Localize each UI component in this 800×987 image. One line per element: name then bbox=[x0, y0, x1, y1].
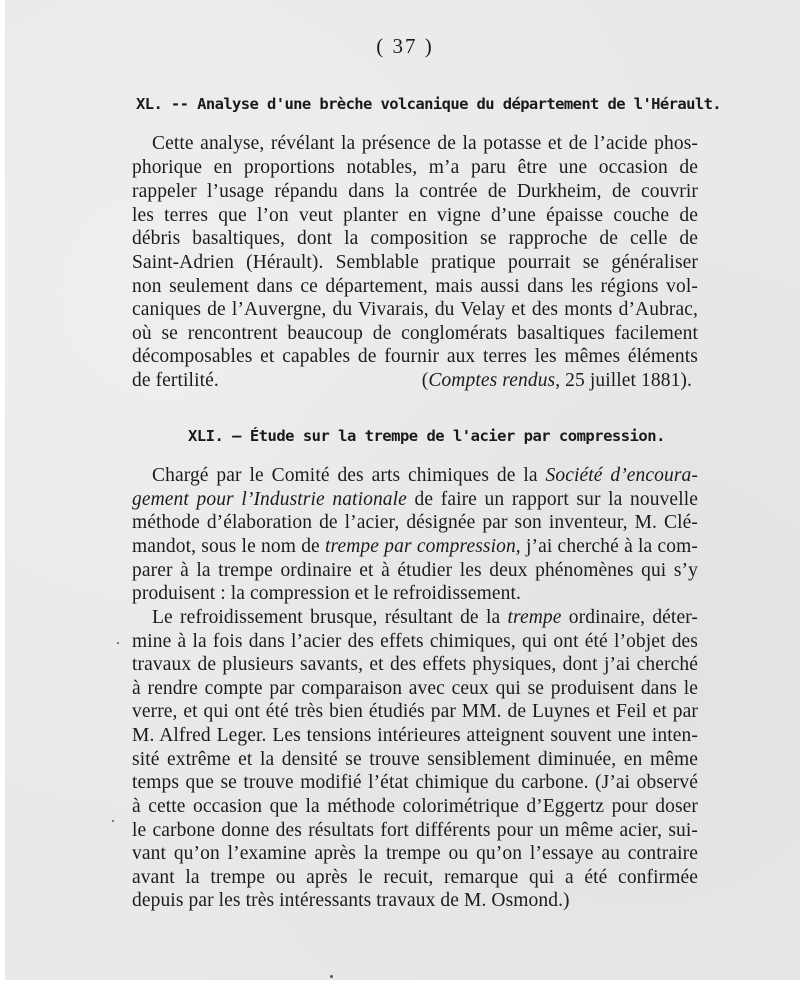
text-line: méthode d’élaboration de l’acier, désignée par son inventeur, M. Clé- bbox=[132, 512, 698, 533]
text-line: verre, et qui ont été très bien étudiés par MM. de Luynes et Feil et par bbox=[132, 701, 698, 722]
text-line: décomposables et capables de fournir aux terres les mêmes éléments bbox=[132, 346, 698, 367]
text-line: à cette occasion que la méthode colorimétrique d’Eggertz pour doser bbox=[132, 796, 698, 817]
text-line-end: de fertilité. bbox=[132, 370, 219, 391]
text-line: débris basaltiques, dont la composition se rapproche de celle de bbox=[132, 228, 698, 249]
text-line: où se rencontrent beaucoup de conglomérats basaltiques facilement bbox=[132, 323, 698, 344]
text-line: mine à la fois dans l’acier des effets chimiques, qui ont été l’objet des bbox=[132, 631, 698, 652]
scan-speck bbox=[117, 642, 119, 644]
scan-speck bbox=[112, 820, 114, 822]
text-run: mandot, sous le nom de bbox=[132, 536, 326, 557]
text-line: produisent : la compression et le refroidissement. bbox=[132, 583, 521, 604]
text-line: non seulement dans ce département, mais aussi dans les régions vol- bbox=[132, 276, 698, 297]
text-line: travaux de plusieurs savants, et des effets physiques, dont j’ai cherché bbox=[132, 654, 698, 675]
text-line bbox=[152, 607, 698, 629]
italic-run: Société d’encoura- bbox=[545, 465, 698, 486]
italic-run: trempe bbox=[507, 607, 562, 628]
text-line: avant la trempe ou après le recuit, remarque qui a été confirmée bbox=[132, 867, 698, 888]
text-run: ordinaire, déter- bbox=[561, 607, 698, 628]
text-run: Chargé par le Comité des arts chimiques de la bbox=[152, 465, 546, 486]
scanned-page bbox=[5, 0, 800, 980]
text-run: de faire un rapport sur la nouvelle bbox=[406, 489, 698, 510]
text-line bbox=[132, 489, 698, 511]
text-line: temps que se trouve modifié l’état chimique du carbone. (J’ai observé bbox=[132, 772, 698, 793]
text-line: les terres que l’on veut planter en vigne d’une épaisse couche de bbox=[132, 205, 698, 226]
text-line: Saint-Adrien (Hérault). Semblable pratique pourrait se généraliser bbox=[132, 252, 698, 273]
text-line: Cette analyse, révélant la présence de la potasse et de l’acide phos- bbox=[152, 133, 698, 154]
text-line-with-citation bbox=[132, 370, 698, 392]
text-run: j’ai cherché à la com- bbox=[520, 536, 698, 557]
text-line: sité extrême et la densité se trouve sensiblement diminuée, en même bbox=[132, 749, 698, 770]
text-line: parer à la trempe ordinaire et à étudier les deux phénomènes qui s’y bbox=[132, 560, 698, 581]
text-line: M. Alfred Leger. Les tensions intérieures atteignent souvent une inten- bbox=[132, 725, 698, 746]
citation bbox=[422, 370, 692, 392]
citation-title: Comptes rendus bbox=[428, 370, 556, 391]
text-line: le carbone donne des résultats fort différents pour un même acier, sui- bbox=[132, 820, 698, 841]
italic-run: trempe par compression, bbox=[325, 536, 521, 557]
page-number: ( 37 ) bbox=[376, 34, 434, 58]
text-run: Le refroidissement brusque, résultant de la bbox=[152, 607, 508, 628]
text-line: à rendre compte par comparaison avec ceux qui se produisent dans le bbox=[132, 678, 698, 699]
italic-run: gement pour l’Industrie nationale bbox=[132, 489, 407, 510]
scan-speck bbox=[330, 975, 333, 978]
text-line bbox=[132, 536, 698, 558]
text-line: vant qu’on l’examine après la trempe ou qu’on l’essaye au contraire bbox=[132, 843, 698, 864]
citation-open: ( bbox=[421, 370, 429, 391]
text-line bbox=[152, 465, 698, 487]
text-line: phorique en proportions notables, m’a paru être une occasion de bbox=[132, 157, 698, 178]
text-line: caniques de l’Auvergne, du Vivarais, du Velay et des monts d’Aubrac, bbox=[132, 299, 698, 320]
section-heading-xli: XLI. — Étude sur la trempe de l'acier par compression. bbox=[188, 427, 665, 445]
text-line: rappeler l’usage répandu dans la contrée de Durkheim, de couvrir bbox=[132, 181, 698, 202]
section-heading-xl: XL. -- Analyse d'une brèche volcanique du département de l'Hérault. bbox=[136, 95, 722, 113]
citation-date: , 25 juillet 1881). bbox=[555, 370, 692, 391]
text-line: depuis par les très intéressants travaux de M. Osmond.) bbox=[132, 890, 570, 911]
